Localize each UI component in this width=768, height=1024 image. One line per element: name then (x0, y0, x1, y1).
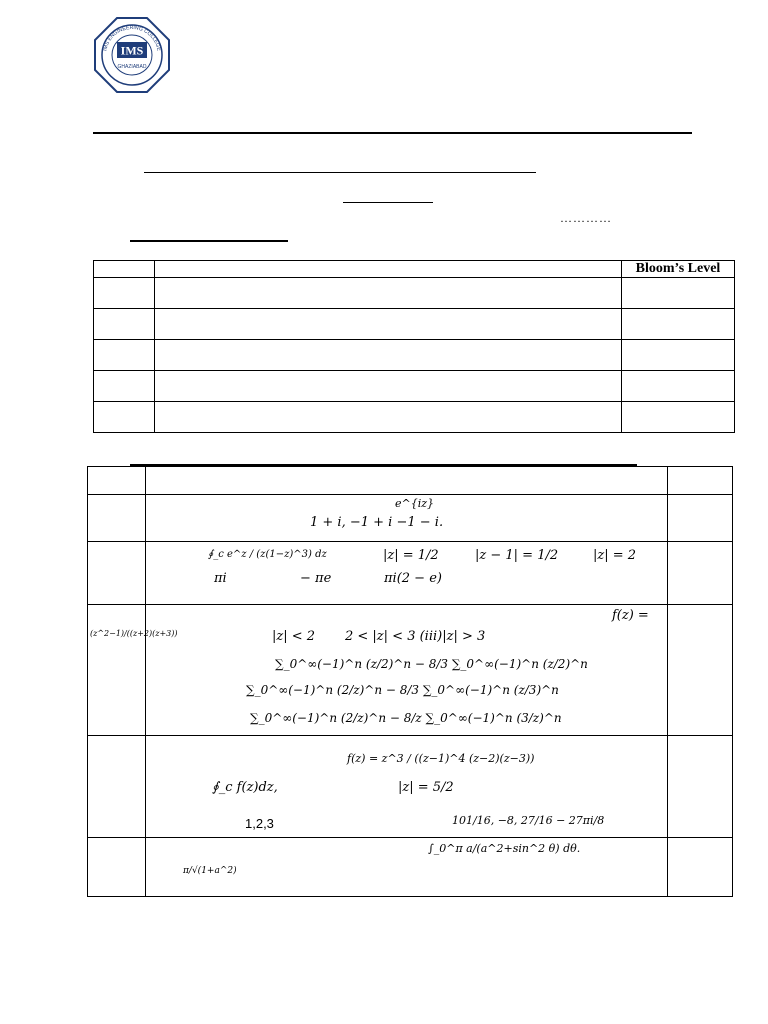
table-row (88, 838, 733, 897)
table-row (94, 278, 735, 309)
header-rule-short (343, 202, 433, 203)
q-header-marks (668, 467, 733, 495)
table-row (88, 605, 733, 736)
q5-integral: ∫_0^π a/(a^2+sin^2 θ) dθ. (428, 842, 581, 855)
q3-region-1: |z| < 2 (272, 629, 316, 644)
section-rule-left (130, 240, 288, 242)
q4-function: f(z) = z^3 / ((z−1)^4 (z−2)(z−3)) (347, 752, 535, 765)
q2-answer-2: − πe (300, 571, 332, 586)
q5-answer: π/√(1+a^2) (183, 866, 237, 876)
q4-poles: 1,2,3 (245, 816, 274, 831)
q4-region: |z| = 5/2 (398, 780, 454, 795)
header-rule-secondary (144, 172, 536, 173)
table-row (94, 340, 735, 371)
q2-region-2: |z − 1| = 1/2 (475, 548, 559, 563)
q3-series-2: ∑_0^∞(−1)^n (2/z)^n − 8/3 ∑_0^∞(−1)^n (z/3)^n (246, 683, 559, 697)
q2-answer-1: πi (214, 571, 227, 586)
table-row (94, 371, 735, 402)
question-5 (146, 838, 668, 897)
table-row (88, 736, 733, 838)
header-rule-main (93, 132, 692, 134)
q1-line-2: 1 + i, −1 + i −1 − i. (310, 515, 444, 530)
q1-line-1: e^{iz} (395, 497, 435, 510)
q3-region-2: 2 < |z| < 3 (iii)|z| > 3 (345, 629, 486, 644)
questions-table (87, 466, 733, 897)
table-row (88, 495, 733, 542)
table-row (88, 542, 733, 605)
q4-answers: 101/16, −8, 27/16 − 27πi/8 (452, 814, 605, 827)
course-outcome-table (93, 260, 735, 433)
table-row (88, 467, 733, 495)
q4-integral: ∮_c f(z)dz, (212, 780, 278, 795)
q3-series-3: ∑_0^∞(−1)^n (2/z)^n − 8/z ∑_0^∞(−1)^n (3/z)^n (250, 711, 562, 725)
question-3 (90, 605, 668, 736)
q2-region-1: |z| = 1/2 (383, 548, 439, 563)
logo-city: GHAZIABAD (117, 64, 147, 70)
table-row (94, 402, 735, 433)
header-dots: ………… (560, 211, 612, 225)
co-header-blooms: Bloom’s Level (622, 261, 735, 278)
college-logo (93, 16, 171, 94)
question-1 (146, 495, 668, 542)
q2-answer-3: πi(2 − e) (384, 571, 442, 586)
logo-ring-text: IMS ENGINEERING COLLEGE (102, 24, 162, 52)
logo-initials: IMS (120, 43, 144, 58)
q2-region-3: |z| = 2 (593, 548, 637, 563)
co-header-statement (155, 261, 622, 278)
question-2 (146, 542, 668, 605)
co-header-no (94, 261, 155, 278)
q3-function: f(z) = (612, 608, 649, 623)
table-row (94, 309, 735, 340)
q3-expression: (z^2−1)/((z+2)(z+3)) (90, 629, 178, 638)
question-4 (146, 736, 668, 838)
q-header-no (88, 467, 146, 495)
q-header-question (146, 467, 668, 495)
q2-integral: ∮_c e^z / (z(1−z)^3) dz (208, 549, 327, 560)
q3-series-1: ∑_0^∞(−1)^n (z/2)^n − 8/3 ∑_0^∞(−1)^n (z/2)^n (275, 657, 588, 671)
